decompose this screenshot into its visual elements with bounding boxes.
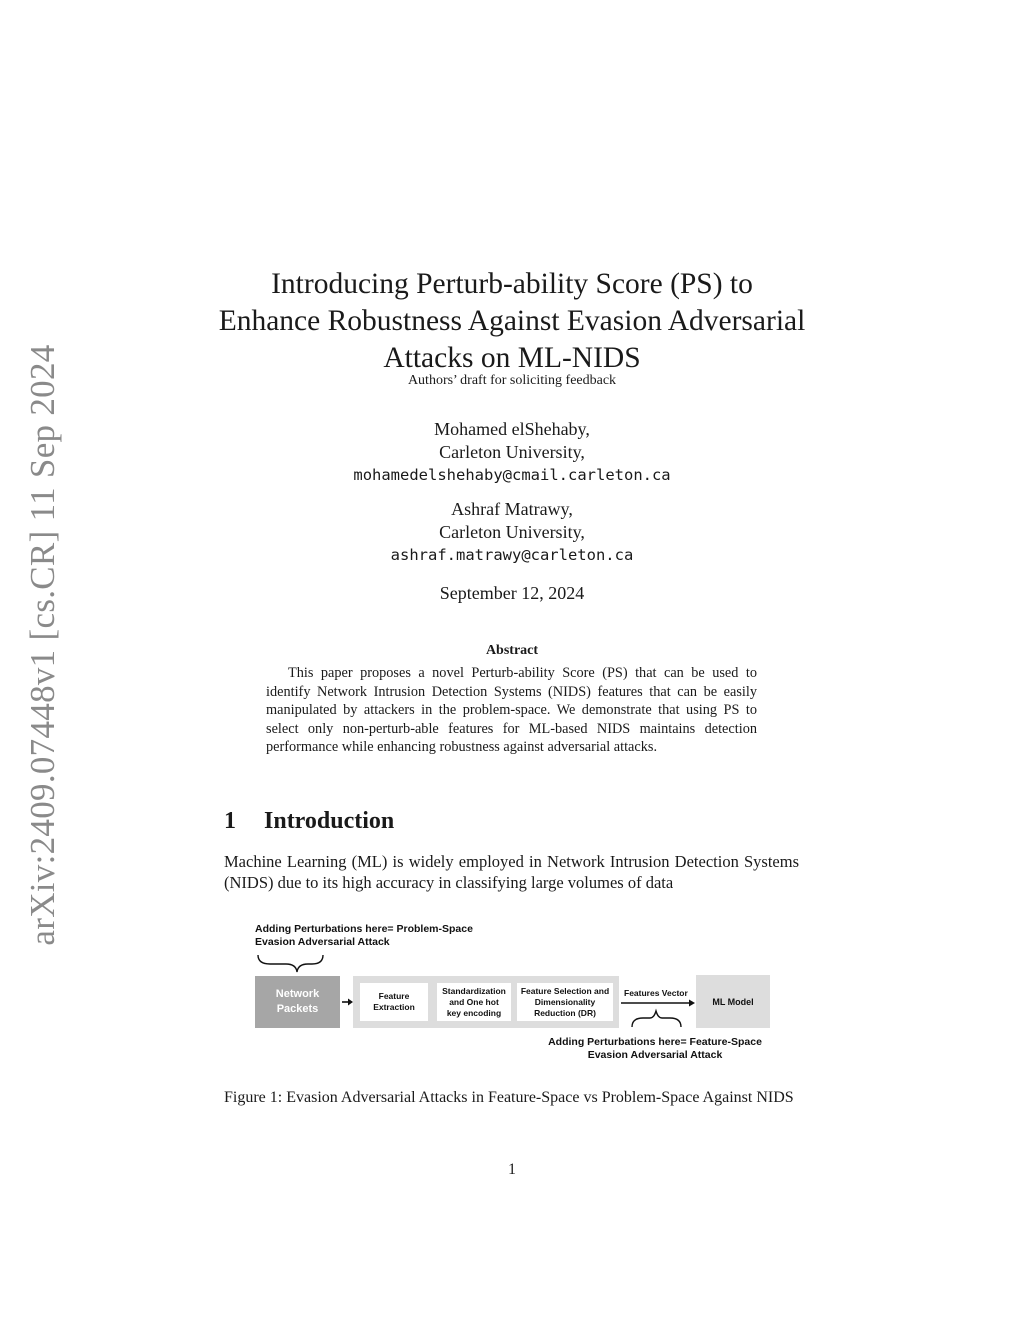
paper-title xyxy=(200,266,824,377)
title-line-1: Introducing Perturb-ability Score (PS) to xyxy=(271,268,753,300)
feature-space-label xyxy=(540,1036,770,1062)
abstract-heading: Abstract xyxy=(485,643,539,658)
introduction-paragraph: Machine Learning (ML) is widely employed in Network Intrusion Detection Systems (NIDS) due to its high accuracy in classifying large volumes of data xyxy=(224,852,799,892)
paper-subtitle: Authors’ draft for soliciting feedback xyxy=(407,373,617,388)
features-vector-label: Features Vector xyxy=(624,988,688,998)
problem-space-brace xyxy=(258,955,323,972)
title-line-2: Enhance Robustness Against Evasion Adversarial xyxy=(218,305,806,337)
section-title: Introduction xyxy=(264,808,395,834)
author-affiliation: Carleton University, xyxy=(439,522,585,542)
feature-selection-line-3: Reduction (DR) xyxy=(534,1007,596,1018)
abstract-body: This paper proposes a novel Perturb-ability Score (PS) that can be used to identify Network Intrusion Detection Systems (NIDS) features that can be easily manipulated by attackers in the problem-space. We demonstrate that using PS to select only non-perturb-able features for ML-based NIDS maintains detection performance while enhancing robustness against adversarial attacks. xyxy=(266,665,757,755)
section-heading-introduction xyxy=(224,808,394,835)
feature-extraction-box xyxy=(360,983,428,1021)
paper-date: September 12, 2024 xyxy=(439,583,585,603)
preprocessing-pipeline-box xyxy=(353,976,619,1028)
problem-space-label xyxy=(255,923,473,949)
feature-selection-box xyxy=(517,983,613,1021)
network-packets-line-2: Packets xyxy=(276,1003,319,1015)
page-number: 1 xyxy=(508,1161,516,1178)
feature-selection-line-2: Dimensionality xyxy=(534,996,596,1007)
arxiv-identifier-stamp: arXiv:2409.07448v1 [cs.CR] 11 Sep 2024 xyxy=(23,344,62,946)
author-email: mohamedelshehaby@cmail.carleton.ca xyxy=(353,466,671,484)
standardization-box xyxy=(437,983,511,1021)
section-number: 1 xyxy=(224,808,236,834)
author-block-1 xyxy=(200,418,824,487)
feature-extraction-line-2: Extraction xyxy=(373,1002,415,1012)
standardization-line-3: key encoding xyxy=(446,1007,502,1018)
problem-space-label-line-2: Evasion Adversarial Attack xyxy=(255,936,390,948)
author-email: ashraf.matrawy@carleton.ca xyxy=(390,546,634,564)
author-block-2 xyxy=(200,498,824,567)
network-packets-line-1: Network xyxy=(275,988,320,1000)
author-name: Mohamed elShehaby, xyxy=(434,419,590,439)
figure-1-caption: Figure 1: Evasion Adversarial Attacks in Feature-Space vs Problem-Space Against NIDS xyxy=(224,1089,794,1106)
figure-1-diagram xyxy=(250,920,780,1070)
problem-space-label-line-1: Adding Perturbations here= Problem-Space xyxy=(255,923,473,935)
feature-extraction-line-1: Feature xyxy=(378,991,410,1001)
paper-title-block xyxy=(200,266,824,389)
network-packets-box xyxy=(255,976,340,1028)
feature-space-label-line-2: Evasion Adversarial Attack xyxy=(587,1049,723,1061)
standardization-line-2: and One hot xyxy=(449,996,499,1007)
title-line-3: Attacks on ML-NIDS xyxy=(383,342,641,374)
feature-space-brace xyxy=(632,1011,681,1027)
arrow-head xyxy=(689,1000,695,1007)
feature-space-label-line-1: Adding Perturbations here= Feature-Space xyxy=(548,1036,762,1048)
ml-model-box xyxy=(696,975,770,1028)
author-affiliation: Carleton University, xyxy=(439,442,585,462)
feature-selection-line-1: Feature Selection and xyxy=(520,985,610,996)
ml-model-label: ML Model xyxy=(712,996,754,1007)
author-name: Ashraf Matrawy, xyxy=(451,499,573,519)
standardization-line-1: Standardization xyxy=(442,985,506,996)
